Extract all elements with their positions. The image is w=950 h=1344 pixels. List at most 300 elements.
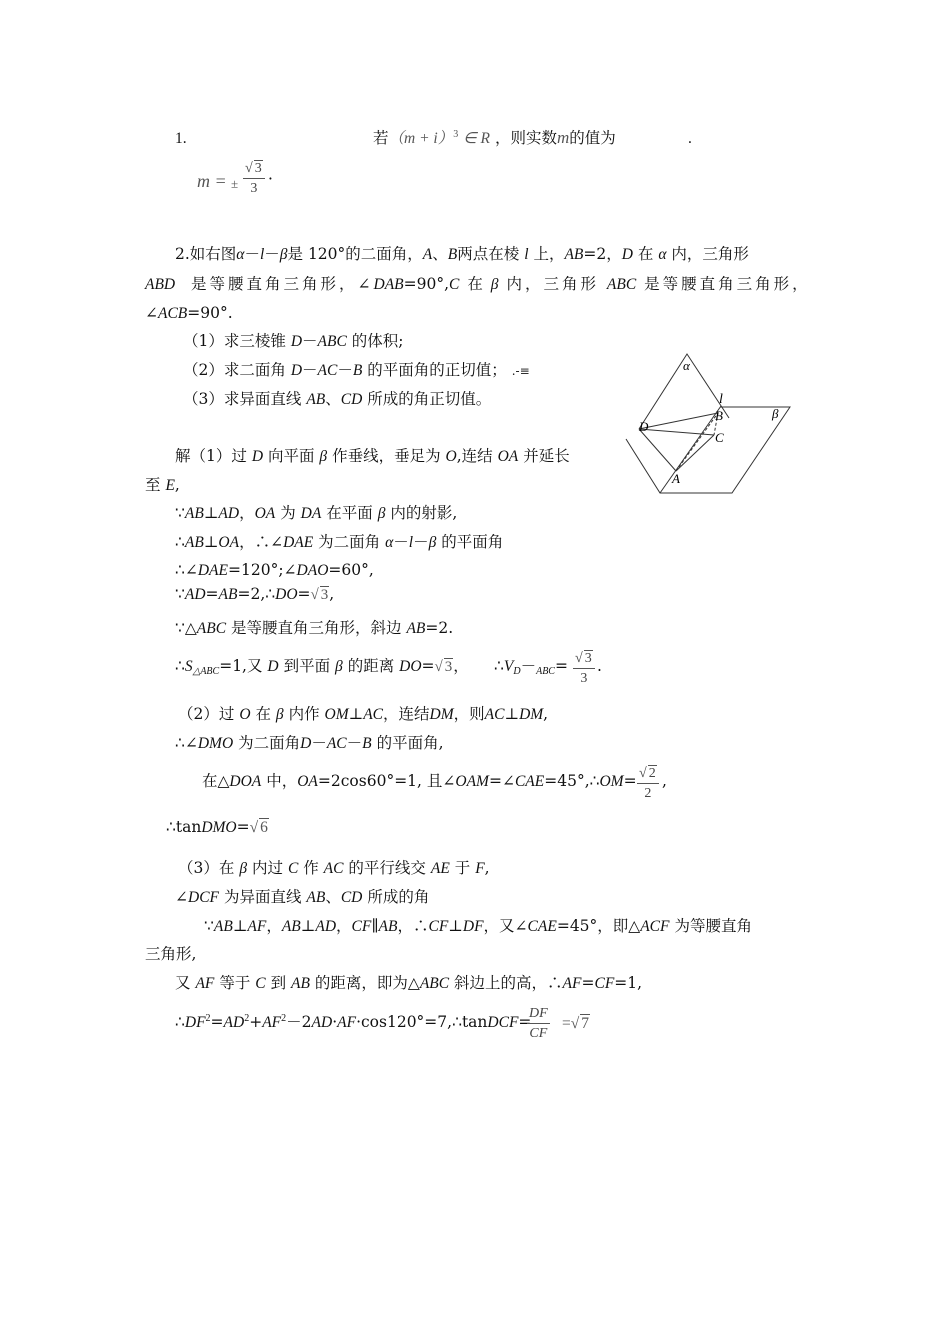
t: ∴ xyxy=(175,657,185,675)
DA: DA xyxy=(300,505,322,522)
answer-1-den: 3 xyxy=(250,181,258,196)
t: － xyxy=(264,245,280,263)
C: C xyxy=(449,276,460,293)
answer-1-lhs: m = xyxy=(197,171,227,191)
den: 3 xyxy=(580,671,588,686)
t: 、 xyxy=(432,245,448,263)
t: ， xyxy=(336,917,352,935)
t: 的平面角 xyxy=(441,533,504,551)
AB: AB xyxy=(406,620,426,637)
sol-line-2 xyxy=(145,478,180,494)
t: － xyxy=(520,657,537,675)
AB: AB xyxy=(184,505,204,522)
cube: 3 xyxy=(453,129,459,140)
sqrt-3: √ 3 xyxy=(310,587,329,603)
t: ∵△ xyxy=(175,619,197,637)
t: 至 xyxy=(145,476,161,494)
AB: AB xyxy=(218,586,238,603)
t: 在△ xyxy=(202,772,230,790)
t: ∵ xyxy=(175,504,185,522)
period: . xyxy=(597,657,602,675)
label-D: D xyxy=(639,419,649,434)
in-r: ∈ R xyxy=(463,130,491,147)
sol-line-17 xyxy=(175,976,642,992)
DAO: DAO xyxy=(296,562,329,579)
CF: CF xyxy=(428,918,449,935)
OA: OA xyxy=(218,534,240,551)
CD: CD xyxy=(340,889,363,906)
beta: β xyxy=(428,534,437,551)
num: 3 xyxy=(584,651,592,666)
t: 的平面角, xyxy=(376,734,444,752)
B: B xyxy=(447,246,458,263)
den: CF xyxy=(529,1026,548,1041)
t: 中， xyxy=(266,772,298,790)
E: E xyxy=(165,477,175,494)
label-beta: β xyxy=(772,406,779,421)
AF: AF xyxy=(247,918,267,935)
AC: AC xyxy=(363,706,384,723)
answer-1-num: 3 xyxy=(254,161,262,176)
beta: β xyxy=(319,448,328,465)
AF: AF xyxy=(195,975,215,992)
num: 2 xyxy=(648,766,656,781)
t: 作 xyxy=(303,859,319,877)
t: ∴∠ xyxy=(175,561,198,579)
t: ，又∠ xyxy=(483,917,528,935)
t: , xyxy=(174,476,180,494)
t: · xyxy=(332,1013,338,1031)
t: 的平面角的正切值； xyxy=(367,361,507,379)
OM: OM xyxy=(324,706,349,723)
t: ∠ xyxy=(175,888,188,906)
sol-line-1 xyxy=(175,449,570,465)
D: D xyxy=(251,448,264,465)
A: A xyxy=(422,246,433,263)
t: ∴∠ xyxy=(175,734,198,752)
CAE: CAE xyxy=(527,918,557,935)
AB: AB xyxy=(306,889,326,906)
alpha: α xyxy=(385,534,394,551)
t: .-≡ xyxy=(511,364,530,378)
AB: AB xyxy=(281,918,301,935)
t: 为二面角 xyxy=(318,533,381,551)
t: 上， xyxy=(533,245,565,263)
t: 为 xyxy=(280,504,296,522)
t: 斜边上的高，∴ xyxy=(454,974,563,992)
volume-fraction: $\frac{√ 3}{3}$ xyxy=(573,651,595,687)
question-1 xyxy=(183,334,403,350)
sol-line-9 xyxy=(178,707,548,723)
t: 在 xyxy=(637,245,654,263)
AD: AD xyxy=(218,505,240,522)
t: 于 xyxy=(454,859,471,877)
DAE: DAE xyxy=(283,534,314,551)
t: ⊥ xyxy=(348,705,364,723)
D: D xyxy=(621,246,633,263)
t: =2. xyxy=(425,619,454,637)
t: =45°，即△ xyxy=(556,917,641,935)
t: ∠ xyxy=(145,304,158,322)
rad: 7 xyxy=(581,1015,590,1032)
t: = xyxy=(623,772,637,790)
t: （2）求二面角 xyxy=(183,361,286,379)
t: =2， xyxy=(583,245,622,263)
CF: CF xyxy=(594,975,615,992)
t: 是等腰直角三角形，∠ xyxy=(191,275,374,293)
sol-line-3 xyxy=(175,506,457,522)
sup: 2 xyxy=(244,1013,250,1024)
sqrt-3: √ 3 xyxy=(434,659,453,675)
sol-line-5 xyxy=(175,563,374,579)
t: ,连结 xyxy=(456,447,493,465)
plane-beta xyxy=(626,407,790,493)
beta: β xyxy=(490,276,499,293)
t: 2.如右图 xyxy=(175,245,237,263)
t: ⊥ xyxy=(203,533,219,551)
t: ∴ xyxy=(175,1013,185,1031)
t: 等于 xyxy=(219,974,251,992)
t: （2）过 xyxy=(178,705,235,723)
answer-1-pm: ± xyxy=(231,176,239,191)
AC: AC xyxy=(317,362,338,379)
V: V xyxy=(503,658,514,675)
O: O xyxy=(445,448,457,465)
rad: 6 xyxy=(260,819,268,836)
rad: 3 xyxy=(444,659,453,675)
problem-2-line-1 xyxy=(175,247,749,263)
t: = xyxy=(562,1015,571,1032)
sol-line-11 xyxy=(202,774,637,790)
alpha: α xyxy=(236,246,245,263)
OAM: OAM xyxy=(455,773,489,790)
DCF: DCF xyxy=(188,889,219,906)
AC: AC xyxy=(323,860,344,877)
t: 是等腰直角三角形， xyxy=(644,275,811,293)
sol-line-7 xyxy=(175,621,453,637)
C: C xyxy=(255,975,266,992)
t: 为等腰直角 xyxy=(674,917,752,935)
answer-1-fraction: $\frac{√ 3}{3}$ xyxy=(243,161,265,197)
D: D xyxy=(267,658,279,675)
DCF: DCF xyxy=(487,1014,519,1031)
OA: OA xyxy=(497,448,519,465)
AD: AD xyxy=(315,918,337,935)
t: =90°, xyxy=(403,275,450,293)
AF: AF xyxy=(562,975,582,992)
beta: β xyxy=(275,706,284,723)
sol-line-6 xyxy=(175,587,334,603)
t: =∠ xyxy=(488,772,515,790)
t: = xyxy=(210,1013,224,1031)
t: ，∴∠ xyxy=(239,533,284,551)
stem-tail: 的值为 xyxy=(569,129,616,147)
t: 内过 xyxy=(251,859,283,877)
beta: β xyxy=(335,658,343,675)
sub: D xyxy=(513,666,521,677)
t: =120°;∠ xyxy=(228,561,297,579)
O: O xyxy=(239,706,251,723)
AC: AC xyxy=(326,735,347,752)
om-fraction: $\frac{√ 2}{2}$ xyxy=(637,766,659,802)
AD: AD xyxy=(223,1014,245,1031)
ACB: ACB xyxy=(158,305,188,322)
t: － xyxy=(346,734,363,752)
t: =90°. xyxy=(187,304,233,322)
DM: DM xyxy=(519,706,544,723)
t: 作垂线，垂足为 xyxy=(332,447,441,465)
t: = xyxy=(205,585,219,603)
t: 在平面 xyxy=(326,504,373,522)
t: ， xyxy=(239,504,255,522)
seg-AB-dashed xyxy=(676,413,718,471)
stem-ruo: 若 xyxy=(373,129,389,147)
AE: AE xyxy=(430,860,450,877)
t: , xyxy=(484,859,490,877)
OM: OM xyxy=(599,773,624,790)
F: F xyxy=(475,860,485,877)
problem-1-period: . xyxy=(688,130,692,147)
problem-2-line-3 xyxy=(145,306,233,322)
t: ∴tan xyxy=(166,818,202,836)
B: B xyxy=(352,362,363,379)
t: （1）求三棱锥 xyxy=(183,332,286,350)
sol-line-14 xyxy=(175,890,429,906)
ABC: ABC xyxy=(196,620,227,637)
AD: AD xyxy=(311,1014,333,1031)
comma: , xyxy=(662,772,667,790)
t: － xyxy=(302,332,318,350)
D: D xyxy=(300,735,312,752)
beta: β xyxy=(377,505,386,522)
t: 的体积; xyxy=(351,332,404,350)
label-l: l xyxy=(719,392,723,407)
t: 为异面直线 xyxy=(223,888,302,906)
t: 、 xyxy=(325,888,341,906)
AB: AB xyxy=(564,246,584,263)
t: ∵ xyxy=(204,917,214,935)
t: ，则 xyxy=(453,705,485,723)
t: 向平面 xyxy=(267,447,315,465)
t: = xyxy=(236,818,250,836)
t: , xyxy=(543,705,549,723)
seg-DA xyxy=(639,429,676,471)
t: 的平行线交 xyxy=(348,859,426,877)
t: － xyxy=(337,361,353,379)
DMO: DMO xyxy=(201,819,237,836)
t: （3）求异面直线 xyxy=(183,390,302,408)
AB: AB xyxy=(291,975,310,992)
problem-1-number: 1. xyxy=(175,130,187,147)
S: S xyxy=(184,658,193,675)
sqrt-7: =√ 7 xyxy=(562,1015,590,1032)
t: 在 xyxy=(467,275,483,293)
ABD: ABD xyxy=(145,276,176,293)
t: － xyxy=(393,533,409,551)
label-C: C xyxy=(715,430,724,445)
label-B: B xyxy=(715,408,723,423)
t: = xyxy=(297,585,311,603)
t: 到平面 xyxy=(283,657,331,675)
DMO: DMO xyxy=(197,735,234,752)
t: = xyxy=(581,974,595,992)
AB: AB xyxy=(306,391,326,408)
t: ∴ xyxy=(494,657,504,675)
D: D xyxy=(290,333,303,350)
AB: AB xyxy=(184,534,204,551)
sol-line-18 xyxy=(175,1014,531,1031)
DF: DF xyxy=(462,918,484,935)
t: 是等腰直角三角形，斜边 xyxy=(231,619,402,637)
t: －2 xyxy=(286,1013,312,1031)
t: =45°,∴ xyxy=(544,772,600,790)
t: 内，三角形 xyxy=(506,275,599,293)
question-2 xyxy=(183,363,530,379)
DO: DO xyxy=(399,658,422,675)
sol-line-4 xyxy=(175,535,503,551)
t: ∥ xyxy=(371,917,379,935)
t: 的距离 xyxy=(347,657,395,675)
sol-line-12 xyxy=(166,820,269,836)
l: l xyxy=(524,246,529,263)
t: － xyxy=(413,533,429,551)
AF: AF xyxy=(262,1014,282,1031)
t: ⊥ xyxy=(504,705,520,723)
t: － xyxy=(311,734,327,752)
t: － xyxy=(302,361,318,379)
sup: 2 xyxy=(205,1013,211,1024)
AD: AD xyxy=(184,586,206,603)
AC: AC xyxy=(484,706,505,723)
t: =2,∴ xyxy=(237,585,276,603)
C: C xyxy=(287,860,299,877)
beta: β xyxy=(279,246,288,263)
t: 是 120°的二面角， xyxy=(287,245,423,263)
t: 又 xyxy=(175,974,191,992)
t: 内作 xyxy=(288,705,320,723)
var-m: m xyxy=(556,128,570,147)
AF: AF xyxy=(337,1014,357,1031)
t: ， xyxy=(266,917,282,935)
t: ⊥ xyxy=(300,917,316,935)
t: =60°, xyxy=(328,561,374,579)
num: DF xyxy=(527,1006,550,1024)
sol-line-10 xyxy=(175,736,444,752)
OA: OA xyxy=(297,773,318,790)
AB: AB xyxy=(378,918,398,935)
sol-line-13 xyxy=(178,861,490,877)
t: , xyxy=(329,585,335,603)
CD: CD xyxy=(340,391,363,408)
DM: DM xyxy=(429,706,454,723)
t: ⊥ xyxy=(232,917,248,935)
OA: OA xyxy=(254,505,276,522)
DOA: DOA xyxy=(229,773,262,790)
D: D xyxy=(290,362,303,379)
t: 内，三角形 xyxy=(671,245,749,263)
problem-2-line-2 xyxy=(145,277,811,293)
ACF: ACF xyxy=(640,918,670,935)
t: ⊥ xyxy=(203,504,219,522)
t: 、 xyxy=(325,390,341,408)
DAB: DAB xyxy=(373,276,404,293)
t: ·cos120°=7,∴tan xyxy=(356,1013,488,1031)
t: ，∴ xyxy=(397,917,429,935)
beta: β xyxy=(239,860,248,877)
sub: △ABC xyxy=(192,666,220,677)
answer-1-dot: · xyxy=(268,170,273,188)
t: ⊥ xyxy=(448,917,463,935)
t: 到 xyxy=(270,974,287,992)
t: 所成的角正切值。 xyxy=(367,390,492,408)
ABC: ABC xyxy=(606,276,637,293)
t: =2cos60°=1, 且∠ xyxy=(317,772,456,790)
l: l xyxy=(259,246,265,263)
den: 2 xyxy=(644,786,652,801)
t: ∵ xyxy=(175,585,185,603)
ABC: ABC xyxy=(419,975,450,992)
t: = xyxy=(421,657,435,675)
t: + xyxy=(249,1013,263,1031)
sub: ABC xyxy=(536,666,555,677)
B: B xyxy=(362,735,372,752)
t: 为二面角 xyxy=(238,734,301,752)
seg-AC xyxy=(676,435,714,471)
t: ， xyxy=(453,657,469,675)
t: = xyxy=(518,1013,532,1031)
CF: CF xyxy=(351,918,372,935)
t: 的距离，即为△ xyxy=(314,974,420,992)
problem-1-stem xyxy=(373,129,616,147)
stem-rest: ，则实数 xyxy=(494,129,557,147)
t: 所成的角 xyxy=(367,888,430,906)
sqrt-6: √ 6 xyxy=(249,819,268,836)
dihedral-angle-figure xyxy=(620,350,800,498)
sol-line-8-volume xyxy=(494,659,568,677)
alpha: α xyxy=(658,246,667,263)
sol-line-16: 三角形, xyxy=(145,945,197,963)
rad: 3 xyxy=(320,587,329,603)
t: 两点在棱 xyxy=(457,245,520,263)
expr: （m + i） xyxy=(388,130,454,147)
tan-dcf-fraction xyxy=(527,1006,550,1042)
t: 内的射影, xyxy=(390,504,458,522)
t: 解（1）过 xyxy=(175,447,247,465)
sol-line-15 xyxy=(204,919,752,935)
t: ，连结 xyxy=(383,705,430,723)
t: 在 xyxy=(255,705,271,723)
label-alpha: α xyxy=(683,358,690,373)
t: （3）在 xyxy=(178,859,235,877)
question-3 xyxy=(183,392,491,408)
t: － xyxy=(244,245,260,263)
DF: DF xyxy=(184,1014,206,1031)
label-A: A xyxy=(672,471,680,486)
AB: AB xyxy=(213,918,233,935)
sup: 2 xyxy=(281,1013,287,1024)
DAE: DAE xyxy=(197,562,228,579)
t: 并延长 xyxy=(523,447,570,465)
sol-line-8 xyxy=(175,659,469,677)
t: ∴ xyxy=(175,533,185,551)
t: = xyxy=(554,657,568,675)
CAE: CAE xyxy=(514,773,545,790)
ABC: ABC xyxy=(317,333,347,350)
DO: DO xyxy=(275,586,298,603)
t: =1,又 xyxy=(219,657,263,675)
t: =1, xyxy=(614,974,643,992)
l: l xyxy=(408,534,414,551)
